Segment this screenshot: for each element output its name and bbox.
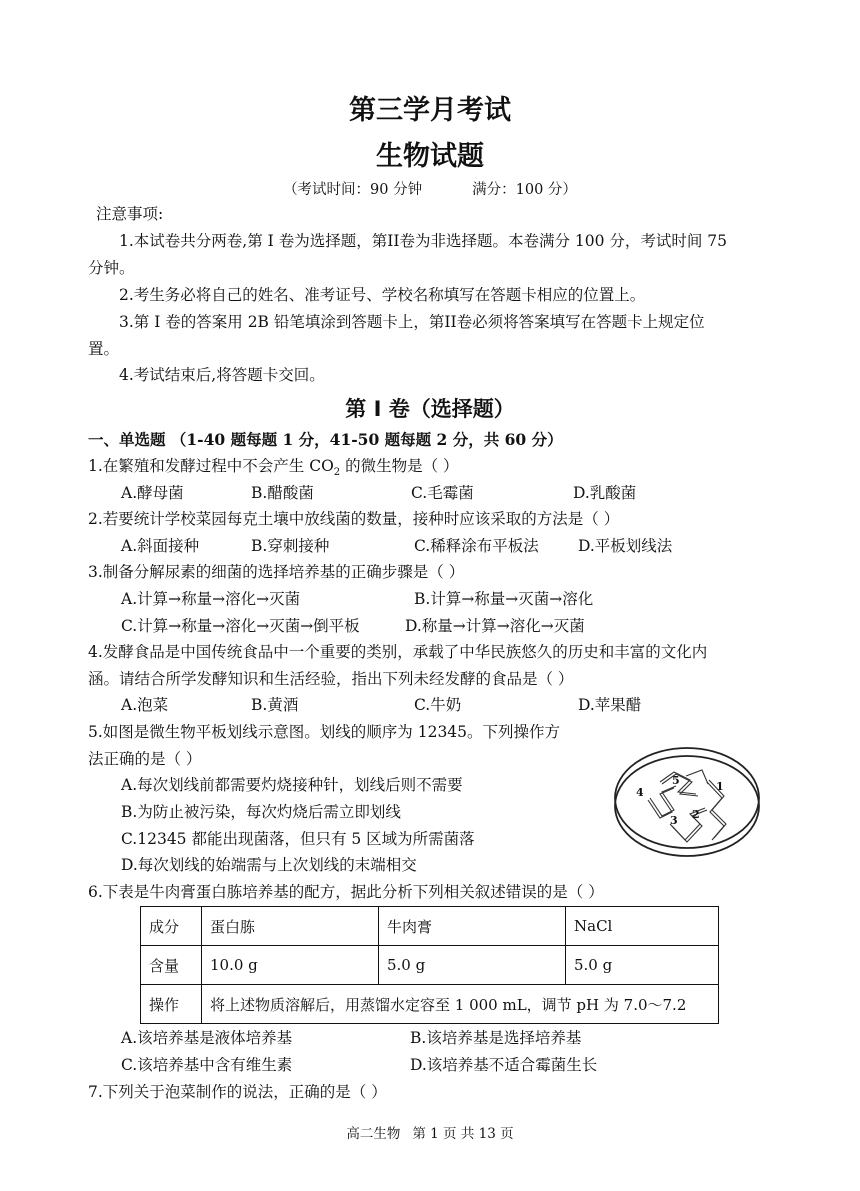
- table-cell: 成分: [141, 907, 202, 946]
- question-5-option-c: C.12345 都能出现菌落，但只有 5 区域为所需菌落: [121, 830, 475, 848]
- question-5-option-d: D.每次划线的始端需与上次划线的末端相交: [121, 856, 417, 874]
- streak-label-4: 4: [636, 786, 644, 799]
- question-6-option-d: D.该培养基不适合霉菌生长: [410, 1056, 598, 1074]
- question-2-option-d: D.平板划线法: [578, 537, 673, 555]
- question-3-option-c: C.计算→称量→溶化→灭菌→倒平板: [121, 617, 360, 635]
- table-cell: 蛋白胨: [202, 907, 379, 946]
- table-row: [141, 985, 719, 1024]
- question-2-option-b: B.穿刺接种: [251, 537, 330, 555]
- note-2: 2.考生务必将自己的姓名、准考证号、学校名称填写在答题卡相应的位置上。: [119, 286, 646, 304]
- exam-full-score: 满分：100 分）: [472, 182, 577, 198]
- part-heading: 一、单选题 （1-40 题每题 1 分，41-50 题每题 2 分，共 60 分）: [88, 430, 563, 449]
- question-1-option-a: A.酵母菌: [121, 484, 184, 502]
- streak-plate-figure: [612, 740, 762, 862]
- note-3-line-2: 置。: [88, 340, 120, 358]
- question-4-stem-line-2: 涵。请结合所学发酵知识和生活经验，指出下列未经发酵的食品是（ ）: [88, 670, 574, 688]
- exam-title: 第三学月考试: [349, 95, 511, 126]
- footer-subject: 高二生物: [346, 1126, 401, 1142]
- question-4-stem-line-1: 4.发酵食品是中国传统食品中一个重要的类别，承载了中华民族悠久的历史和丰富的文化内: [88, 643, 708, 661]
- table-row: [141, 907, 719, 946]
- question-1-stem-sub: 2: [333, 467, 341, 479]
- table-cell: 含量: [141, 946, 202, 985]
- note-1-line-1: 1.本试卷共分两卷,第 I 卷为选择题，第II卷为非选择题。本卷满分 100 分，考试时间 75: [119, 232, 728, 250]
- question-3-option-a: A.计算→称量→溶化→灭菌: [121, 590, 301, 608]
- section-title: 第 I 卷（选择题）: [345, 397, 515, 421]
- note-1-line-2: 分钟。: [88, 259, 135, 277]
- streak-label-5: 5: [672, 774, 680, 787]
- question-1-stem: [88, 455, 770, 484]
- question-1-option-d: D.乳酸菌: [573, 484, 637, 502]
- table-row: [141, 946, 719, 985]
- exam-time-info: [0, 178, 860, 199]
- petri-dish-outer-rim: [615, 756, 759, 856]
- question-6-option-b: B.该培养基是选择培养基: [410, 1029, 582, 1047]
- question-5-stem-line-1: 5.如图是微生物平板划线示意图。划线的顺序为 12345。下列操作方: [88, 723, 561, 741]
- question-4-option-a: A.泡菜: [121, 696, 169, 714]
- table-cell: 操作: [141, 985, 202, 1024]
- question-4-option-c: C.牛奶: [414, 696, 462, 714]
- question-3-stem: 3.制备分解尿素的细菌的选择培养基的正确步骤是（ ）: [88, 563, 465, 581]
- question-6-option-c: C.该培养基中含有维生素: [121, 1056, 293, 1074]
- page-footer: [0, 1122, 860, 1142]
- medium-formula-table: [140, 906, 719, 1024]
- note-3-line-1: 3.第 I 卷的答案用 2B 铅笔填涂到答题卡上，第II卷必须将答案填写在答题卡上规定位: [119, 313, 705, 331]
- table-cell: 牛肉膏: [379, 907, 566, 946]
- question-4-option-d: D.苹果醋: [578, 696, 642, 714]
- table-cell: 10.0 g: [202, 946, 379, 985]
- question-2-stem: 2.若要统计学校菜园每克土壤中放线菌的数量，接种时应该采取的方法是（ ）: [88, 510, 620, 528]
- exam-subtitle: 生物试题: [376, 141, 484, 172]
- table-cell: NaCl: [566, 907, 719, 946]
- question-2-option-a: A.斜面接种: [121, 537, 200, 555]
- question-1-stem-pre: 1.在繁殖和发酵过程中不会产生 CO: [88, 457, 334, 475]
- question-5-option-b: B.为防止被污染，每次灼烧后需立即划线: [121, 803, 401, 821]
- question-1-option-c: C.毛霉菌: [411, 484, 474, 502]
- question-1-option-b: B.醋酸菌: [251, 484, 314, 502]
- question-6-option-a: A.该培养基是液体培养基: [121, 1029, 293, 1047]
- question-3-option-d: D.称量→计算→溶化→灭菌: [405, 617, 585, 635]
- question-4-option-b: B.黄酒: [251, 696, 299, 714]
- exam-duration: （考试时间：90 分钟: [283, 182, 423, 198]
- question-7-stem: 7.下列关于泡菜制作的说法，正确的是（ ）: [88, 1083, 387, 1101]
- question-2-option-c: C.稀释涂布平板法: [414, 537, 539, 555]
- footer-page-number: 第 1 页 共 13 页: [412, 1126, 514, 1142]
- streak-label-2: 2: [692, 808, 700, 821]
- table-cell: 将上述物质溶解后，用蒸馏水定容至 1 000 mL，调节 pH 为 7.0～7.2: [202, 985, 719, 1024]
- question-3-option-b: B.计算→称量→灭菌→溶化: [414, 590, 594, 608]
- table-cell: 5.0 g: [379, 946, 566, 985]
- question-1-stem-post: 的微生物是（ ）: [340, 457, 459, 475]
- notes-heading: 注意事项:: [96, 205, 164, 223]
- streak-label-1: 1: [716, 780, 724, 793]
- question-5-stem-line-2: 法正确的是（ ）: [88, 750, 202, 768]
- streak-lines: [648, 770, 726, 842]
- question-6-stem: 6.下表是牛肉膏蛋白胨培养基的配方，据此分析下列相关叙述错误的是（ ）: [88, 883, 604, 901]
- streak-label-3: 3: [670, 814, 678, 827]
- table-cell: 5.0 g: [566, 946, 719, 985]
- question-5-option-a: A.每次划线前都需要灼烧接种针，划线后则不需要: [121, 776, 463, 794]
- note-4: 4.考试结束后,将答题卡交回。: [119, 366, 325, 384]
